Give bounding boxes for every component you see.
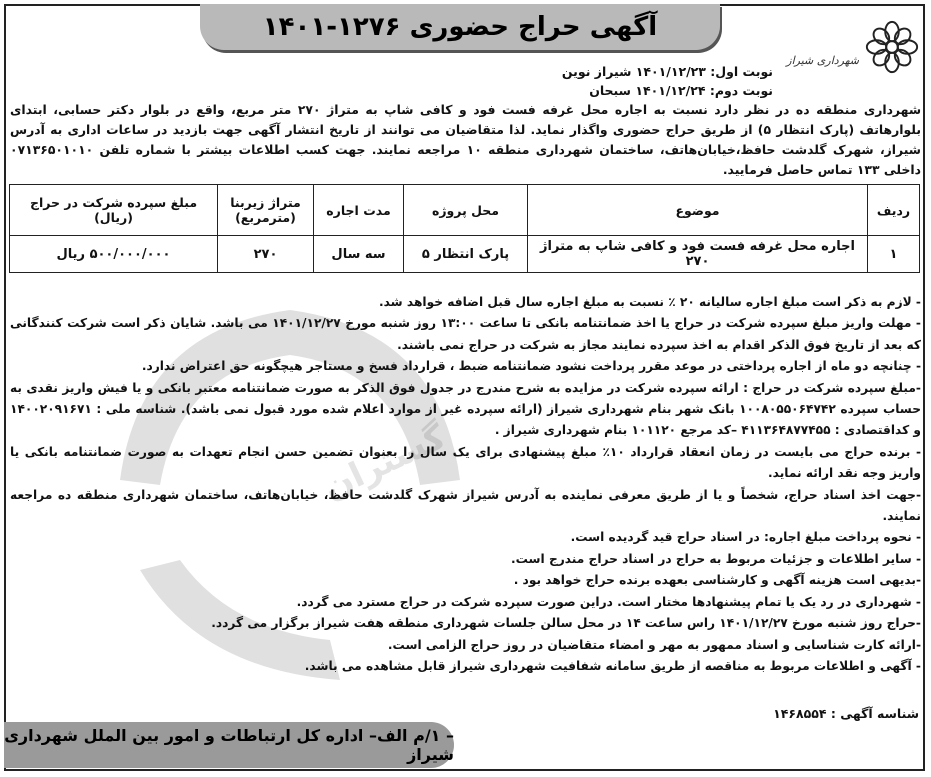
cell-location: پارک انتظار ۵ <box>404 236 528 273</box>
condition-item: - آگهی و اطلاعات مربوط به مناقصه از طریق سامانه شفافیت شهرداری شیراز قابل مشاهده می باشد. <box>304 658 921 673</box>
header-duration: مدت اجاره <box>314 185 404 236</box>
table-row <box>10 236 920 273</box>
notice-second-value: ۱۴۰۱/۱۲/۲۴ سبحان <box>589 83 706 98</box>
notice-first-value: ۱۴۰۱/۱۲/۲۳ شیراز نوین <box>561 64 706 79</box>
auction-table <box>9 184 920 273</box>
cell-duration: سه سال <box>314 236 404 273</box>
conditions-list <box>10 292 921 677</box>
intro-paragraph: شهرداری منطقه ده در نظر دارد نسبت به اجاره محل غرفه فست فود و کافی شاپ به متراژ ۲۷۰ متر مربع، واقع در بلوار دکتر حسابی، ابتدای بلوارهاتف (پارک انتظار ۵) از طریق حراج حضوری واگذار نماید. لذا متقاضیان می توانند از تاریخ انتشار آگهی جهت بازدید در ساعات اداری به آدرس شیراز، شهرک گلدشت حافظ،خیابان‌هاتف، ساختمان شهرداری منطقه ۱۰ مراجعه نمایند. جهت کسب اطلاعات بیشتر با شماره تلفن ۰۷۱۳۶۵۰۱۰۱۰ داخلی ۱۳۳ تماس حاصل فرمایید. <box>10 102 921 177</box>
notice-first-label: نوبت اول: <box>710 64 773 79</box>
condition-item: -جهت اخذ اسناد حراج، شخصاً و یا از طریق معرفی نماینده به آدرس شیراز شهرک گلدشت حافظ، خیابان‌هاتف، ساختمان شهرداری منطقه ده مراجعه نمایند. <box>10 487 921 524</box>
notice-first <box>562 62 773 81</box>
condition-item: -ارائه کارت شناسایی و اسناد ممهور به مهر و امضاء متقاضیان در روز حراج الزامی است. <box>387 637 921 652</box>
footer-banner <box>4 722 454 768</box>
header-row-number: ردیف <box>868 185 920 236</box>
notice-second-label: نوبت دوم: <box>709 83 773 98</box>
table-header-row <box>10 185 920 236</box>
notice-second <box>562 81 773 100</box>
condition-item: - نحوه پرداخت مبلغ اجاره: در اسناد حراج قید گردیده است. <box>570 530 921 545</box>
header-deposit: مبلغ سپرده شرکت در حراج (ریال) <box>10 185 218 236</box>
condition-item: - چنانچه دو ماه از اجاره پرداختی در موعد مقرر پرداخت نشود ضمانتنامه ضبط ، قرارداد فسخ و مستاجر هیچگونه حق اعتراض ندارد. <box>141 359 921 374</box>
condition-item: - سایر اطلاعات و جزئیات مربوط به حراج در اسناد حراج مندرج است. <box>511 551 921 566</box>
header-subject: موضوع <box>528 185 868 236</box>
cell-deposit: ۵۰۰/۰۰۰/۰۰۰ ریال <box>10 236 218 273</box>
cell-area: ۲۷۰ <box>218 236 314 273</box>
page-title: آگهی حراج حضوری ۱۲۷۶-۱۴۰۱ <box>262 12 658 42</box>
condition-item: - مهلت واریز مبلغ سپرده شرکت در حراج یا اخذ ضمانتنامه بانکی تا ساعت ۱۳:۰۰ روز شنبه مورخ ۱۴۰۱/۱۲/۲۷ می باشد. شایان ذکر است شرکت کنندگانی که بعد از تاریخ فوق الذکر اقدام به اخذ سپرده نمایند مجاز به شرکت در حراج نمی باشند. <box>10 316 921 352</box>
condition-item: - لازم به ذکر است مبلغ اجاره سالیانه ۲۰ ٪ نسبت به مبلغ اجاره سال قبل اضافه خواهد شد. <box>379 295 921 309</box>
header-area: متراژ زیربنا (مترمربع) <box>218 185 314 236</box>
header-location: محل پروژه <box>404 185 528 236</box>
condition-item: -بدیهی است هزینه آگهی و کارشناسی بعهده برنده حراج خواهد بود . <box>513 573 921 588</box>
condition-item: - شهرداری در رد یک یا تمام پیشنهادها مختار است. دراین صورت سپرده شرکت در حراج مسترد می گردد. <box>296 594 921 609</box>
ad-code: شناسه آگهی : ۱۴۶۸۵۵۴ <box>773 706 919 721</box>
municipality-logo-icon <box>863 18 921 76</box>
cell-subject: اجاره محل غرفه فست فود و کافی شاپ به متراژ ۲۷۰ <box>528 236 868 273</box>
footer-text: – ۱/م الف– اداره کل ارتباطات و امور بین الملل شهرداری شیراز <box>4 726 454 764</box>
condition-item: -حراج روز شنبه مورخ ۱۴۰۱/۱۲/۲۷ راس ساعت ۱۴ در محل سالن جلسات شهرداری منطقه هفت شیراز برگزار می گردد. <box>211 616 921 631</box>
watermark-word: گستران <box>316 416 452 509</box>
condition-item: - برنده حراج می بایست در زمان انعقاد قرارداد ۱۰٪ مبلغ پیشنهادی برای یک سال را بعنوان تضمین حسن انجام تعهدات به صورت ضمانتنامه بانکی یا واریز وجه نقد ارائه نماید. <box>10 444 922 481</box>
publication-dates <box>562 62 773 100</box>
title-banner <box>200 4 720 50</box>
condition-item: -مبلغ سپرده شرکت در حراج : ارائه سپرده شرکت در مزایده به شرح مندرج در جدول فوق الذکر به صورت ضمانتنامه معتبر بانکی و یا فیش واریز نقدی به حساب سپرده ۱۰۰۸۰۵۵۰۶۴۷۴۲ بانک شهر بنام شهرداری شیراز (ارائه سپرده غیر از موارد اعلام شده مورد قبول نمی باشد). شناسه ملی : ۱۴۰۰۲۰۹۱۶۷۱ و کداقتصادی : ۴۱۱۳۶۴۸۷۷۴۵۵ –کد مرجع ۱۰۱۱۲۰ بنام شهرداری شیراز . <box>10 380 921 438</box>
cell-row-number: ۱ <box>868 236 920 273</box>
logo-caption: شهرداری شیراز <box>786 54 859 67</box>
